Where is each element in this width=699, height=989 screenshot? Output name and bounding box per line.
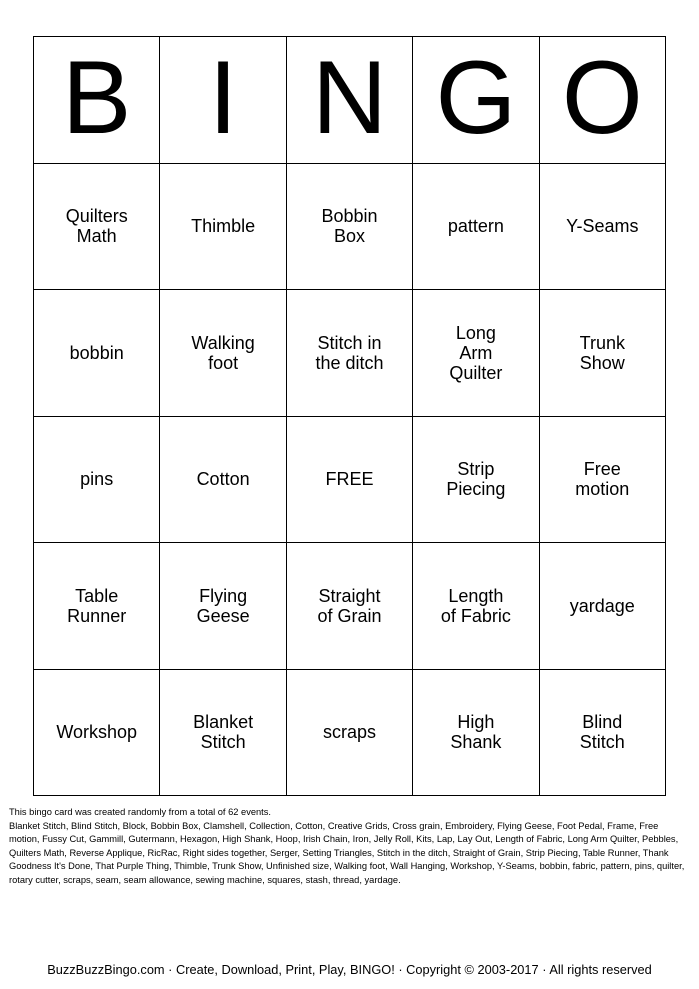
footer-copyright: BuzzBuzzBingo.com · Create, Download, Print, Play, BINGO! · Copyright © 2003-2017 · All rights reserved (47, 962, 652, 977)
bingo-cell: Blind Stitch (540, 670, 666, 797)
bingo-cell: Quilters Math (34, 164, 160, 291)
bingo-cell: Trunk Show (540, 290, 666, 417)
bingo-cell: bobbin (34, 290, 160, 417)
card-info (9, 806, 689, 888)
bingo-card (33, 36, 666, 796)
bingo-cell: scraps (287, 670, 413, 797)
bingo-cell: yardage (540, 543, 666, 670)
bingo-cell: pattern (413, 164, 539, 291)
bingo-cell: Thimble (160, 164, 286, 291)
bingo-cell: Cotton (160, 417, 286, 544)
bingo-cell: Blanket Stitch (160, 670, 286, 797)
bingo-cell: pins (34, 417, 160, 544)
free-space-cell: FREE (287, 417, 413, 544)
bingo-cell: Stitch in the ditch (287, 290, 413, 417)
card-info-intro: This bingo card was created randomly from a total of 62 events. (9, 807, 271, 817)
header-letter-o: O (540, 37, 666, 164)
bingo-cell: Y-Seams (540, 164, 666, 291)
header-letter-n: N (287, 37, 413, 164)
bingo-cell: Length of Fabric (413, 543, 539, 670)
header-letter-b: B (34, 37, 160, 164)
bingo-cell: Long Arm Quilter (413, 290, 539, 417)
bingo-cell: High Shank (413, 670, 539, 797)
bingo-cell: Strip Piecing (413, 417, 539, 544)
bingo-cell: Table Runner (34, 543, 160, 670)
bingo-cell: Flying Geese (160, 543, 286, 670)
bingo-cell: Workshop (34, 670, 160, 797)
header-letter-g: G (413, 37, 539, 164)
bingo-cell: Free motion (540, 417, 666, 544)
bingo-cell: Bobbin Box (287, 164, 413, 291)
bingo-cell: Walking foot (160, 290, 286, 417)
bingo-cell: Straight of Grain (287, 543, 413, 670)
header-letter-i: I (160, 37, 286, 164)
event-list: Blanket Stitch, Blind Stitch, Block, Bobbin Box, Clamshell, Collection, Cotton, Creative Grids, Cross grain, Embroidery, Flying Geese, Foot Pedal, Frame, Free motion, Fussy Cut, Gammill, Gutermann, Hexagon, High Shank, Hoop, Irish Chain, Iron, Jelly Roll, Kits, Lap, Lay Out, Length of Fabric, Long Arm Quilter, Pebbles, Quilters Math, Reverse Applique, RicRac, Right sides together, Serger, Setting Triangles, Stitch in the ditch, Straight of Grain, Strip Piecing, Table Runner, Thank Goodness It's Done, That Purple Thing, Thimble, Trunk Show, Unfinished size, Walking foot, Wall Hanging, Workshop, Y-Seams, bobbin, fabric, pattern, pins, quilter, rotary cutter, scraps, seam, seam allowance, sewing machine, squares, stash, thread, yardage. (9, 820, 685, 885)
